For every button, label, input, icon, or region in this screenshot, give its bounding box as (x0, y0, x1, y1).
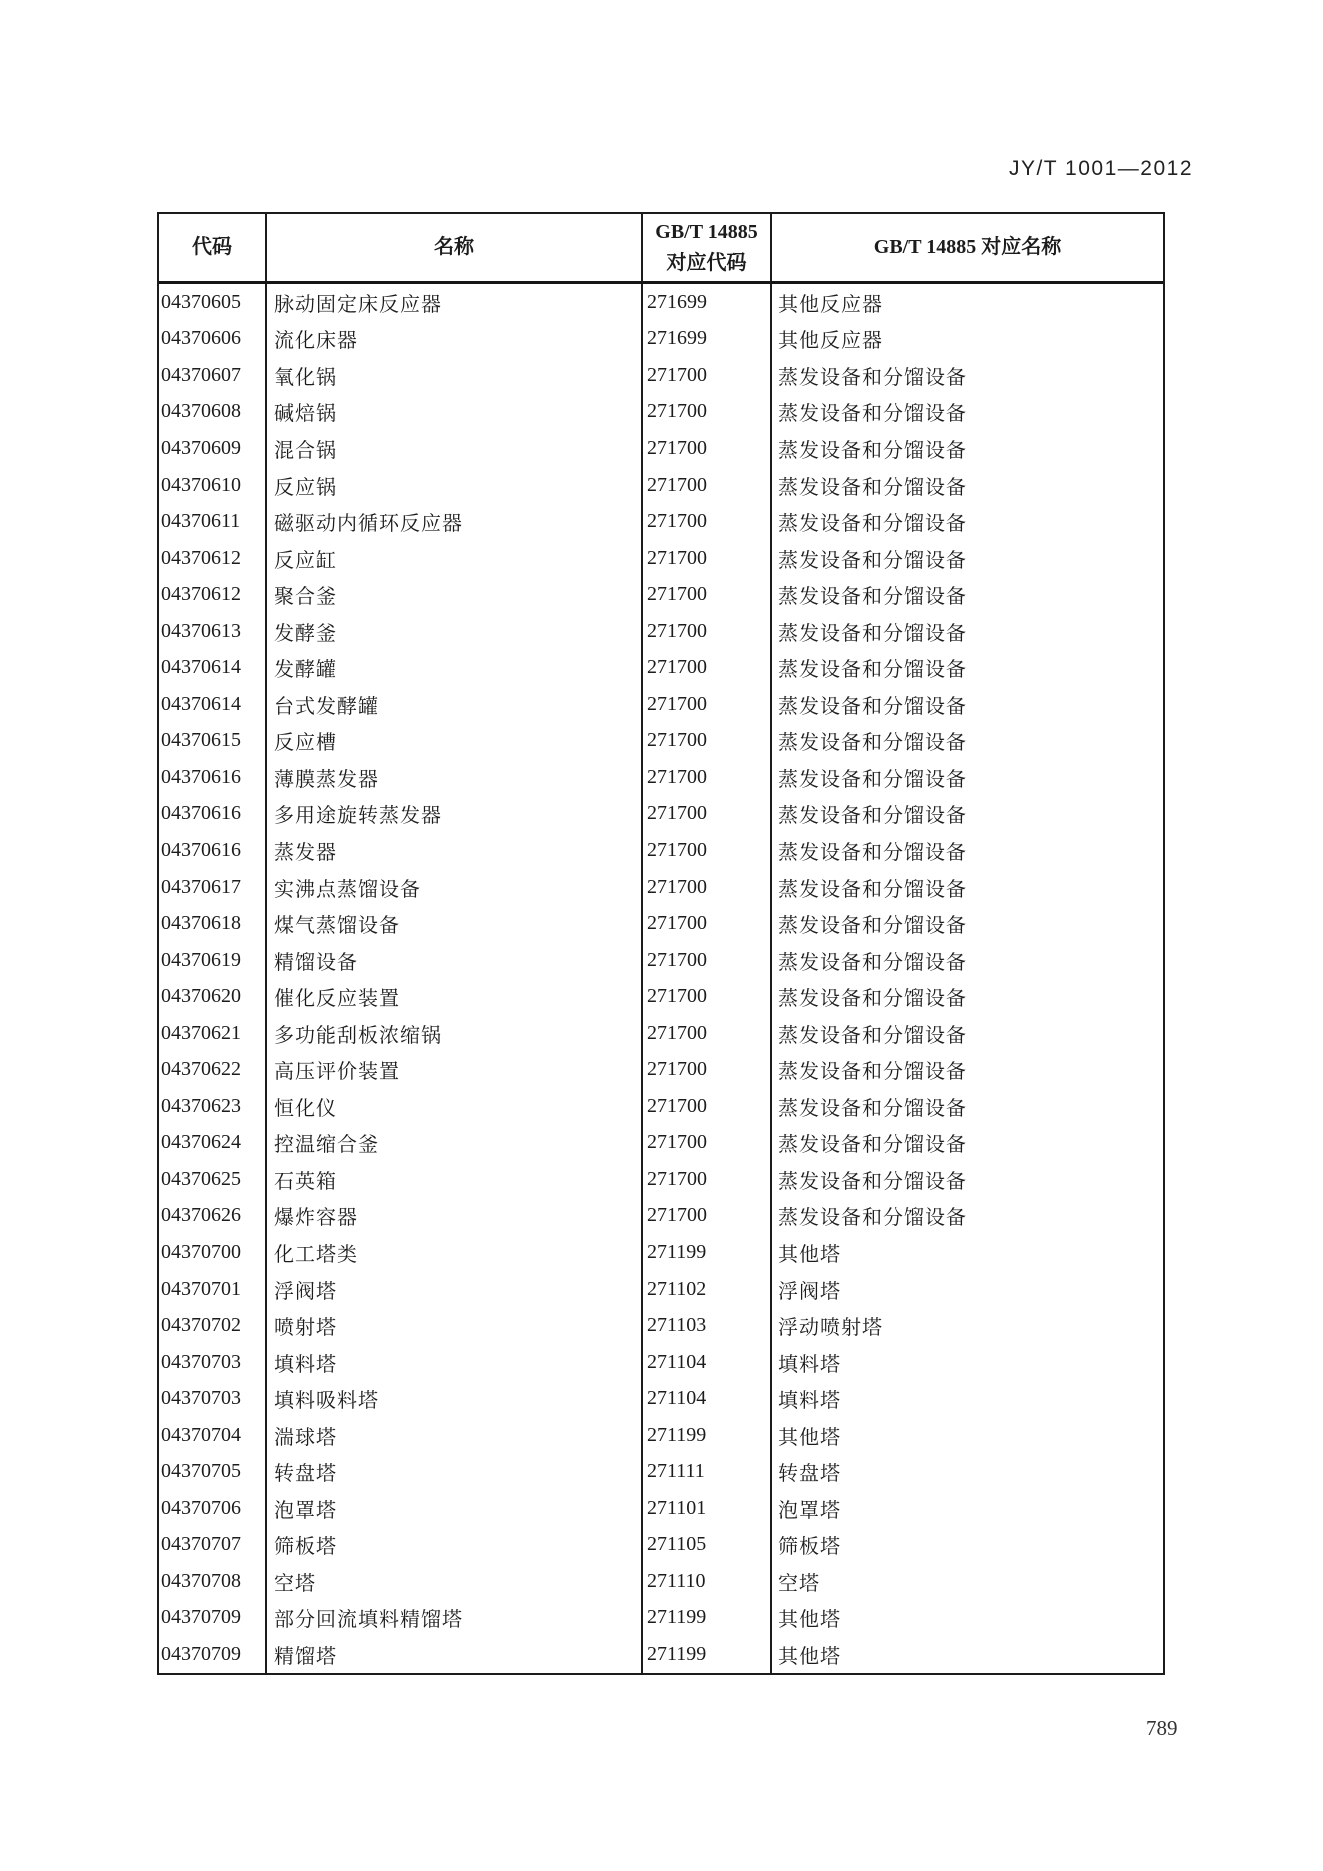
cell-code: 04370705 (159, 1454, 267, 1491)
cell-gbt-name: 蒸发设备和分馏设备 (778, 476, 967, 499)
cell-code: 04370612 (159, 540, 267, 577)
cell-name: 化工塔类 (267, 1234, 643, 1271)
cell-code: 04370708 (159, 1563, 267, 1600)
cell-gbt-name: 蒸发设备和分馏设备 (778, 695, 967, 718)
cell-gbt-code: 271199 (643, 1234, 772, 1271)
cell-gbt-name: 填料塔 (778, 1353, 841, 1376)
cell-name: 碱焙锅 (267, 394, 643, 431)
cell-gbt-code: 271199 (643, 1417, 772, 1454)
table-row (159, 1417, 1163, 1454)
cell-gbt-name: 蒸发设备和分馏设备 (778, 403, 967, 426)
cell-name: 部分回流填料精馏塔 (267, 1600, 643, 1637)
table-body (159, 284, 1163, 1673)
cell-gbt-name: 浮动喷射塔 (778, 1317, 883, 1340)
cell-gbt-code: 271700 (643, 1198, 772, 1235)
table-row (159, 613, 1163, 650)
cell-gbt-name: 其他塔 (778, 1609, 841, 1632)
doc-number: JY/T 1001—2012 (1008, 157, 1193, 180)
cell-gbt-code: 271700 (643, 905, 772, 942)
cell-gbt-code: 271104 (643, 1344, 772, 1381)
cell-gbt-code: 271700 (643, 942, 772, 979)
cell-gbt-name: 其他塔 (778, 1426, 841, 1449)
cell-code: 04370623 (159, 1088, 267, 1125)
cell-code: 04370616 (159, 832, 267, 869)
cell-gbt-code: 271700 (643, 357, 772, 394)
cell-code: 04370608 (159, 394, 267, 431)
cell-name: 控温缩合釜 (267, 1125, 643, 1162)
cell-gbt-name: 蒸发设备和分馏设备 (778, 1134, 967, 1157)
cell-gbt-name: 蒸发设备和分馏设备 (778, 915, 967, 938)
cell-gbt-code: 271700 (643, 869, 772, 906)
table-row (159, 1015, 1163, 1052)
table-row (159, 1125, 1163, 1162)
cell-name: 脉动固定床反应器 (267, 284, 643, 321)
cell-code: 04370625 (159, 1161, 267, 1198)
header-gbt-code-line1: GB/T 14885 (655, 220, 758, 243)
table-row (159, 503, 1163, 540)
cell-gbt-code: 271101 (643, 1490, 772, 1527)
cell-gbt-name: 蒸发设备和分馏设备 (778, 366, 967, 389)
cell-gbt-name: 蒸发设备和分馏设备 (778, 805, 967, 828)
cell-name: 石英箱 (267, 1161, 643, 1198)
table-row (159, 869, 1163, 906)
cell-gbt-name: 蒸发设备和分馏设备 (778, 768, 967, 791)
cell-gbt-name: 蒸发设备和分馏设备 (778, 988, 967, 1011)
table-row (159, 1088, 1163, 1125)
cell-name: 爆炸容器 (267, 1198, 643, 1235)
header-gbt-code (643, 214, 772, 281)
cell-gbt-name: 蒸发设备和分馏设备 (778, 951, 967, 974)
header-gbt-code-line2: 对应代码 (666, 251, 747, 274)
table-row (159, 576, 1163, 613)
cell-gbt-name: 蒸发设备和分馏设备 (778, 586, 967, 609)
cell-code: 04370702 (159, 1307, 267, 1344)
table-row (159, 686, 1163, 723)
table-row (159, 832, 1163, 869)
cell-gbt-name: 蒸发设备和分馏设备 (778, 1061, 967, 1084)
cell-name: 泡罩塔 (267, 1490, 643, 1527)
cell-code: 04370620 (159, 978, 267, 1015)
cell-gbt-code: 271700 (643, 1125, 772, 1162)
cell-name: 湍球塔 (267, 1417, 643, 1454)
cell-gbt-name: 蒸发设备和分馏设备 (778, 439, 967, 462)
table-row (159, 1307, 1163, 1344)
table-row (159, 796, 1163, 833)
cell-name: 填料塔 (267, 1344, 643, 1381)
cell-gbt-code: 271699 (643, 284, 772, 321)
cell-code: 04370610 (159, 467, 267, 504)
table-row (159, 1234, 1163, 1271)
cell-gbt-name: 蒸发设备和分馏设备 (778, 878, 967, 901)
cell-gbt-name: 筛板塔 (778, 1536, 841, 1559)
cell-code: 04370607 (159, 357, 267, 394)
cell-name: 多功能刮板浓缩锅 (267, 1015, 643, 1052)
cell-gbt-name: 蒸发设备和分馏设备 (778, 1170, 967, 1193)
cell-gbt-code: 271700 (643, 686, 772, 723)
table-row (159, 1161, 1163, 1198)
cell-code: 04370609 (159, 430, 267, 467)
table-row (159, 1563, 1163, 1600)
table-row (159, 284, 1163, 321)
cell-gbt-code: 271700 (643, 832, 772, 869)
cell-name: 实沸点蒸馏设备 (267, 869, 643, 906)
table-row (159, 1636, 1163, 1673)
page-number: 789 (1146, 1716, 1178, 1740)
cell-name: 蒸发器 (267, 832, 643, 869)
cell-gbt-name: 其他反应器 (778, 293, 883, 316)
cell-name: 流化床器 (267, 321, 643, 358)
cell-gbt-code: 271700 (643, 796, 772, 833)
cell-code: 04370626 (159, 1198, 267, 1235)
table-row (159, 1527, 1163, 1564)
cell-gbt-name: 蒸发设备和分馏设备 (778, 513, 967, 536)
cell-gbt-code: 271102 (643, 1271, 772, 1308)
cell-gbt-code: 271700 (643, 978, 772, 1015)
cell-code: 04370701 (159, 1271, 267, 1308)
cell-gbt-name: 蒸发设备和分馏设备 (778, 841, 967, 864)
table-row (159, 321, 1163, 358)
cell-code: 04370605 (159, 284, 267, 321)
cell-gbt-code: 271700 (643, 1088, 772, 1125)
cell-gbt-name: 浮阀塔 (778, 1280, 841, 1303)
cell-gbt-code: 271700 (643, 1051, 772, 1088)
cell-name: 高压评价装置 (267, 1051, 643, 1088)
cell-gbt-code: 271199 (643, 1636, 772, 1673)
cell-code: 04370707 (159, 1527, 267, 1564)
table-row (159, 978, 1163, 1015)
cell-name: 恒化仪 (267, 1088, 643, 1125)
table-row (159, 1198, 1163, 1235)
cell-gbt-name: 转盘塔 (778, 1463, 841, 1486)
cell-name: 聚合釜 (267, 576, 643, 613)
cell-gbt-name: 蒸发设备和分馏设备 (778, 1097, 967, 1120)
header-name (267, 214, 643, 281)
cell-gbt-code: 271700 (643, 649, 772, 686)
header-gbt-name-label: GB/T 14885 对应名称 (873, 236, 1062, 258)
table-row (159, 1380, 1163, 1417)
cell-gbt-name: 其他塔 (778, 1243, 841, 1266)
cell-gbt-code: 271700 (643, 576, 772, 613)
cell-name: 多用途旋转蒸发器 (267, 796, 643, 833)
cell-code: 04370621 (159, 1015, 267, 1052)
cell-gbt-code: 271700 (643, 467, 772, 504)
cell-name: 填料吸料塔 (267, 1380, 643, 1417)
cell-code: 04370606 (159, 321, 267, 358)
table-row (159, 394, 1163, 431)
cell-gbt-name: 蒸发设备和分馏设备 (778, 732, 967, 755)
cell-gbt-code: 271700 (643, 613, 772, 650)
table-row (159, 430, 1163, 467)
cell-name: 氧化锅 (267, 357, 643, 394)
cell-gbt-name: 蒸发设备和分馏设备 (778, 659, 967, 682)
header-code-label: 代码 (192, 236, 232, 258)
cell-gbt-code: 271700 (643, 723, 772, 760)
cell-code: 04370611 (159, 503, 267, 540)
cell-code: 04370617 (159, 869, 267, 906)
cell-code: 04370614 (159, 649, 267, 686)
cell-gbt-code: 271105 (643, 1527, 772, 1564)
cell-code: 04370618 (159, 905, 267, 942)
cell-name: 精馏设备 (267, 942, 643, 979)
cell-code: 04370706 (159, 1490, 267, 1527)
table-row (159, 905, 1163, 942)
cell-gbt-name: 泡罩塔 (778, 1499, 841, 1522)
cell-gbt-name: 其他反应器 (778, 330, 883, 353)
cell-code: 04370624 (159, 1125, 267, 1162)
cell-code: 04370613 (159, 613, 267, 650)
cell-code: 04370709 (159, 1636, 267, 1673)
table-row (159, 759, 1163, 796)
cell-gbt-name: 蒸发设备和分馏设备 (778, 1024, 967, 1047)
cell-gbt-name: 蒸发设备和分馏设备 (778, 1207, 967, 1230)
cell-name: 发酵罐 (267, 649, 643, 686)
cell-code: 04370703 (159, 1344, 267, 1381)
cell-name: 发酵釜 (267, 613, 643, 650)
cell-code: 04370614 (159, 686, 267, 723)
cell-code: 04370616 (159, 796, 267, 833)
table-row (159, 723, 1163, 760)
cell-code: 04370700 (159, 1234, 267, 1271)
table-row (159, 1271, 1163, 1308)
cell-name: 转盘塔 (267, 1454, 643, 1491)
table-row (159, 1344, 1163, 1381)
code-mapping-table (157, 212, 1165, 1675)
cell-name: 筛板塔 (267, 1527, 643, 1564)
cell-name: 薄膜蒸发器 (267, 759, 643, 796)
cell-gbt-code: 271700 (643, 759, 772, 796)
cell-gbt-code: 271111 (643, 1454, 772, 1491)
table-row (159, 1600, 1163, 1637)
header-name-label: 名称 (434, 236, 474, 258)
cell-gbt-name: 填料塔 (778, 1390, 841, 1413)
cell-gbt-code: 271199 (643, 1600, 772, 1637)
cell-gbt-code: 271103 (643, 1307, 772, 1344)
table-row (159, 1454, 1163, 1491)
cell-gbt-code: 271700 (643, 394, 772, 431)
cell-code: 04370612 (159, 576, 267, 613)
cell-name: 反应槽 (267, 723, 643, 760)
cell-code: 04370709 (159, 1600, 267, 1637)
cell-code: 04370704 (159, 1417, 267, 1454)
cell-code: 04370615 (159, 723, 267, 760)
cell-name: 磁驱动内循环反应器 (267, 503, 643, 540)
table-header-row (159, 214, 1163, 284)
cell-code: 04370616 (159, 759, 267, 796)
table-row (159, 467, 1163, 504)
cell-gbt-name: 空塔 (778, 1572, 820, 1595)
header-code (159, 214, 267, 281)
table-row (159, 942, 1163, 979)
table-row (159, 649, 1163, 686)
cell-gbt-name: 其他塔 (778, 1646, 841, 1668)
table-row (159, 540, 1163, 577)
cell-gbt-code: 271699 (643, 321, 772, 358)
cell-gbt-code: 271110 (643, 1563, 772, 1600)
cell-gbt-code: 271700 (643, 540, 772, 577)
cell-gbt-code: 271700 (643, 1161, 772, 1198)
table-row (159, 1490, 1163, 1527)
table-row (159, 357, 1163, 394)
cell-name: 反应缸 (267, 540, 643, 577)
cell-name: 煤气蒸馏设备 (267, 905, 643, 942)
cell-gbt-name: 蒸发设备和分馏设备 (778, 622, 967, 645)
cell-name: 浮阀塔 (267, 1271, 643, 1308)
cell-name: 精馏塔 (267, 1636, 643, 1673)
cell-code: 04370703 (159, 1380, 267, 1417)
cell-name: 反应锅 (267, 467, 643, 504)
cell-gbt-code: 271700 (643, 503, 772, 540)
cell-gbt-code: 271700 (643, 1015, 772, 1052)
cell-gbt-name: 蒸发设备和分馏设备 (778, 549, 967, 572)
cell-code: 04370622 (159, 1051, 267, 1088)
cell-name: 喷射塔 (267, 1307, 643, 1344)
cell-gbt-code: 271700 (643, 430, 772, 467)
cell-name: 混合锅 (267, 430, 643, 467)
cell-name: 空塔 (267, 1563, 643, 1600)
cell-name: 台式发酵罐 (267, 686, 643, 723)
cell-gbt-code: 271104 (643, 1380, 772, 1417)
cell-code: 04370619 (159, 942, 267, 979)
table-row (159, 1051, 1163, 1088)
header-gbt-name (772, 214, 1163, 281)
cell-name: 催化反应装置 (267, 978, 643, 1015)
